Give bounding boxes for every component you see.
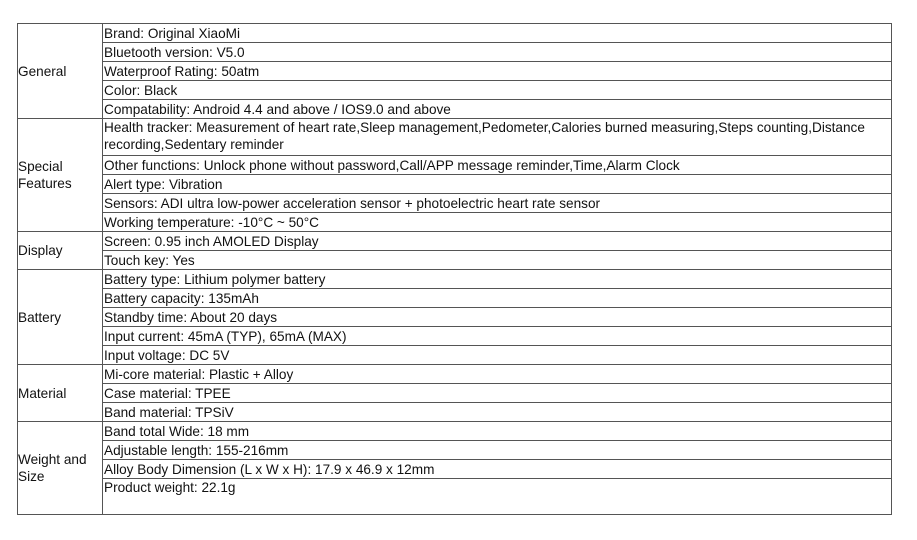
table-row xyxy=(18,327,892,346)
category-label: Weight and Size xyxy=(18,452,87,484)
spec-value: Screen: 0.95 inch AMOLED Display xyxy=(103,232,892,251)
category-label: General xyxy=(18,63,67,79)
table-row xyxy=(18,232,892,251)
spec-value: Input voltage: DC 5V xyxy=(103,346,892,365)
spec-value: Health tracker: Measurement of heart rate,Sleep management,Pedometer,Calories burned measuring,Steps counting,Distance recording,Sedentary reminder xyxy=(103,119,892,156)
table-row xyxy=(18,175,892,194)
table-row xyxy=(18,308,892,327)
spec-value: Battery type: Lithium polymer battery xyxy=(103,270,892,289)
category-label: Material xyxy=(18,385,67,401)
spec-value: Alloy Body Dimension (L x W x H): 17.9 x 46.9 x 12mm xyxy=(103,460,892,479)
spec-value: Band total Wide: 18 mm xyxy=(103,422,892,441)
table-row xyxy=(18,81,892,100)
table-row xyxy=(18,403,892,422)
table-row xyxy=(18,43,892,62)
spec-value: Compatability: Android 4.4 and above / IOS9.0 and above xyxy=(103,100,892,119)
category-label: Battery xyxy=(18,309,62,325)
table-row xyxy=(18,194,892,213)
spec-value: Working temperature: -10°C ~ 50°C xyxy=(103,213,892,232)
category-cell-weight-and-size xyxy=(18,422,103,515)
table-row xyxy=(18,460,892,479)
specifications-table xyxy=(17,23,892,515)
category-label: Special Features xyxy=(18,159,72,191)
table-row xyxy=(18,365,892,384)
spec-value: Bluetooth version: V5.0 xyxy=(103,43,892,62)
spec-value: Alert type: Vibration xyxy=(103,175,892,194)
spec-value: Touch key: Yes xyxy=(103,251,892,270)
table-row xyxy=(18,100,892,119)
table-row xyxy=(18,62,892,81)
table-row xyxy=(18,213,892,232)
spec-value: Adjustable length: 155-216mm xyxy=(103,441,892,460)
table-row xyxy=(18,251,892,270)
table-row xyxy=(18,270,892,289)
spec-value: Color: Black xyxy=(103,81,892,100)
category-label: Display xyxy=(18,243,63,258)
table-row xyxy=(18,24,892,43)
spec-value: Battery capacity: 135mAh xyxy=(103,289,892,308)
spec-value: Brand: Original XiaoMi xyxy=(103,24,892,43)
table-row xyxy=(18,119,892,156)
table-row xyxy=(18,479,892,515)
table-row xyxy=(18,289,892,308)
category-cell-special-features xyxy=(18,119,103,232)
category-cell-material xyxy=(18,365,103,422)
spec-value: Sensors: ADI ultra low-power acceleration sensor + photoelectric heart rate sensor xyxy=(103,194,892,213)
table-row xyxy=(18,384,892,403)
spec-value: Product weight: 22.1g xyxy=(103,479,892,515)
table-row xyxy=(18,422,892,441)
category-cell-general xyxy=(18,24,103,119)
spec-value: Band material: TPSiV xyxy=(103,403,892,422)
spec-value: Other functions: Unlock phone without password,Call/APP message reminder,Time,Alarm Clock xyxy=(103,156,892,175)
table-row xyxy=(18,346,892,365)
category-cell-battery xyxy=(18,270,103,365)
spec-value: Case material: TPEE xyxy=(103,384,892,403)
table-row xyxy=(18,156,892,175)
spec-value: Standby time: About 20 days xyxy=(103,308,892,327)
spec-value: Input current: 45mA (TYP), 65mA (MAX) xyxy=(103,327,892,346)
spec-value: Waterproof Rating: 50atm xyxy=(103,62,892,81)
category-cell-display xyxy=(18,232,103,270)
spec-value: Mi-core material: Plastic + Alloy xyxy=(103,365,892,384)
table-row xyxy=(18,441,892,460)
